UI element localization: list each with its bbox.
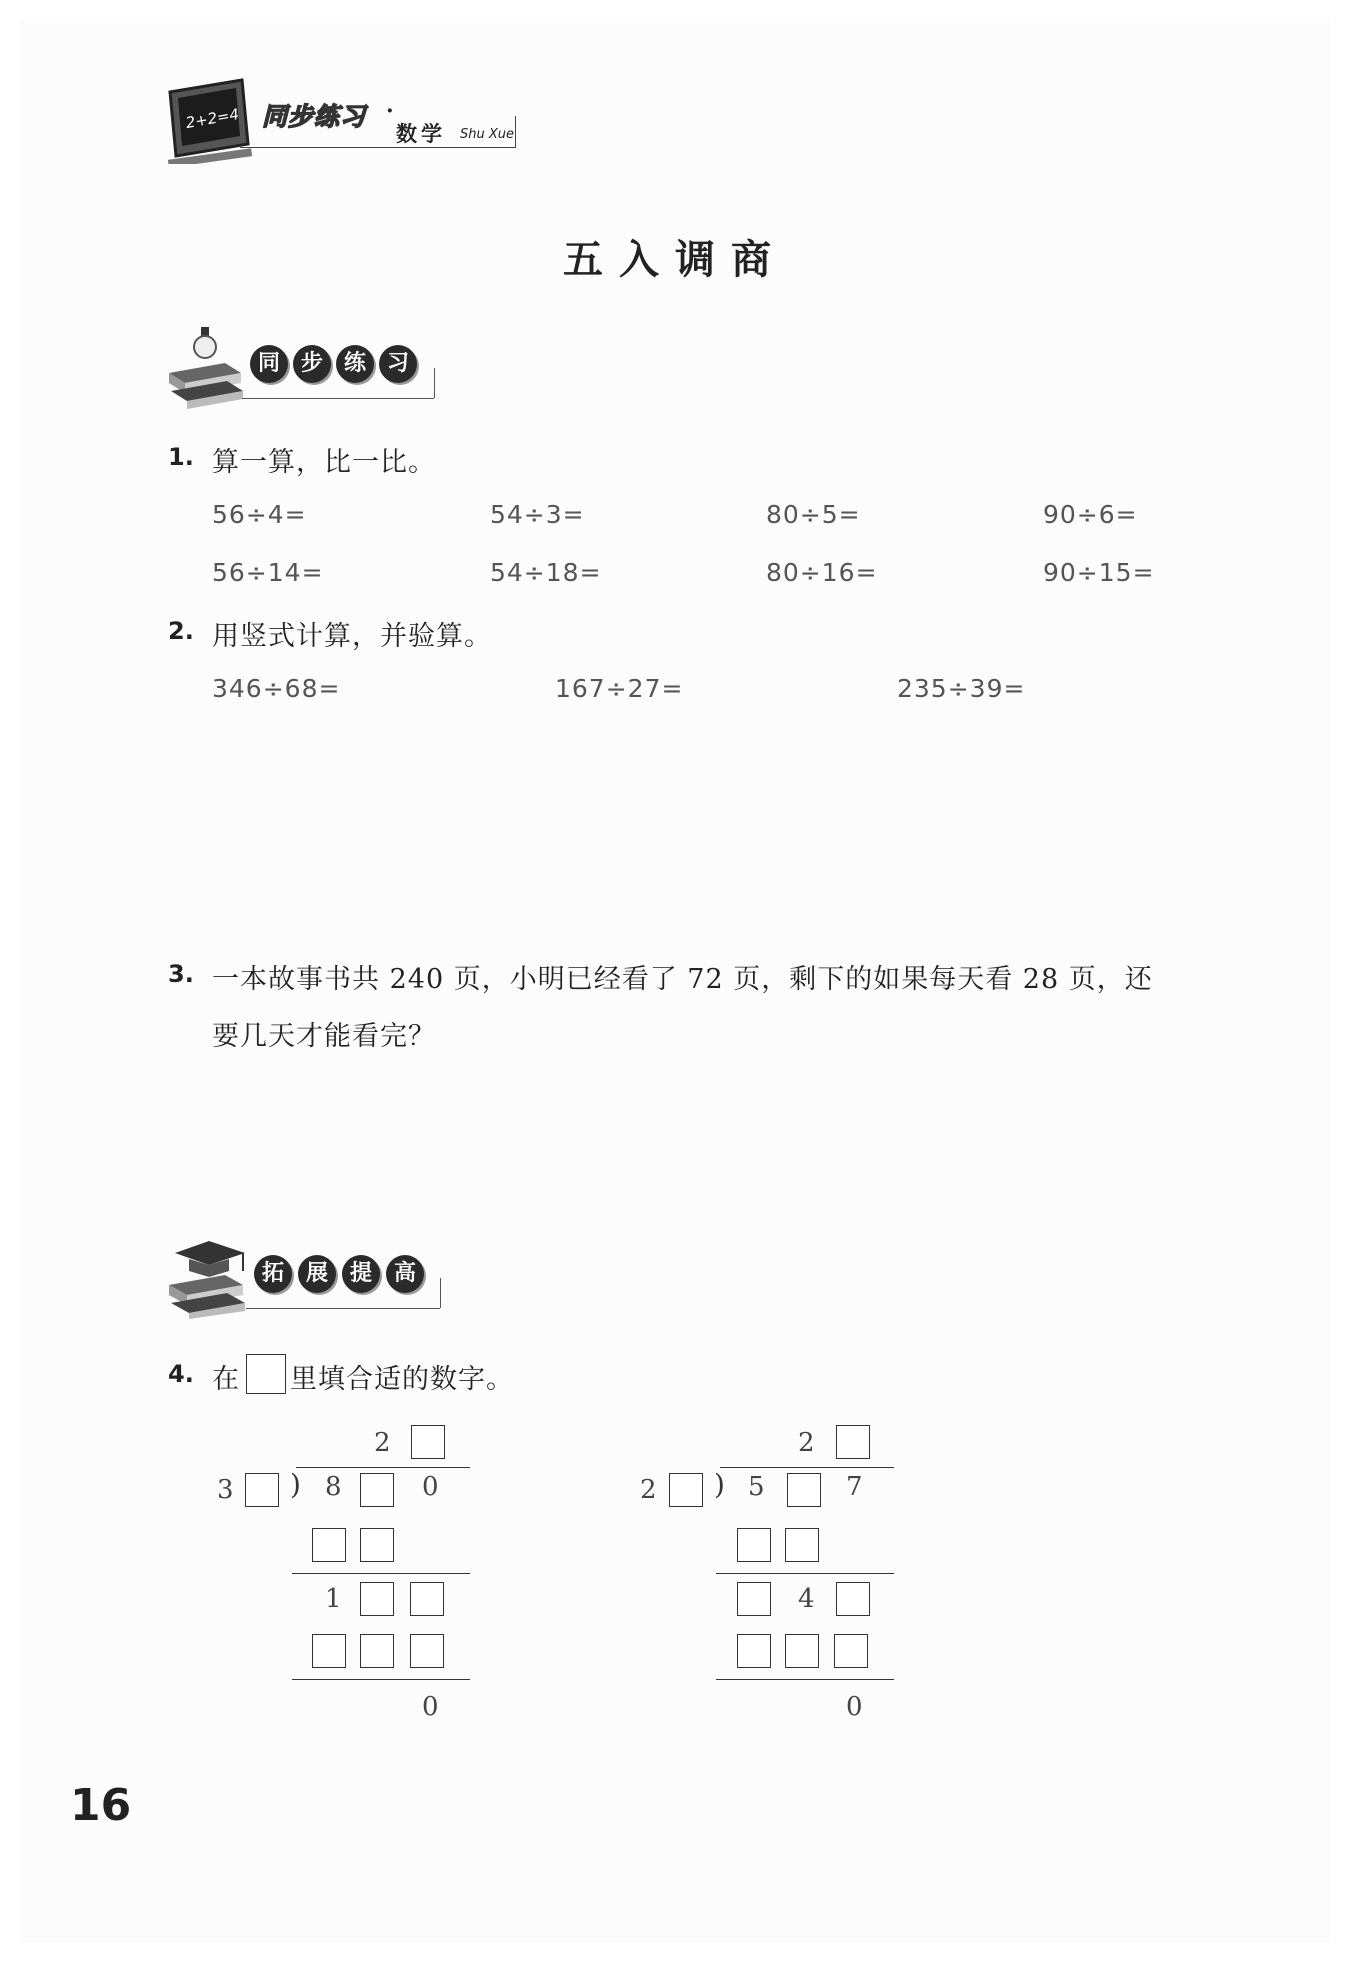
blackboard-icon: [160, 72, 260, 164]
right-division-bracket: ): [714, 1468, 725, 1501]
q1-expr: 90÷15=: [1043, 558, 1155, 587]
header-rule: [240, 147, 515, 148]
page-number: 16: [70, 1780, 132, 1831]
right-dividend-last: 7: [846, 1472, 863, 1502]
right-product-box[interactable]: [785, 1634, 819, 1668]
left-product-box[interactable]: [360, 1634, 394, 1668]
q2-expr: 346÷68=: [212, 674, 341, 703]
books-graduation-cap-icon: [165, 1235, 250, 1320]
right-partial-mid: 4: [798, 1584, 815, 1614]
right-quotient-box[interactable]: [836, 1425, 870, 1459]
left-divisor-box[interactable]: [245, 1473, 279, 1507]
left-partial-first: 1: [325, 1584, 342, 1614]
right-product-box[interactable]: [737, 1634, 771, 1668]
right-dividend-box[interactable]: [787, 1473, 821, 1507]
q4-number: 4.: [168, 1360, 194, 1388]
right-subtraction-line: [716, 1679, 894, 1680]
left-quotient-digit: 2: [374, 1428, 391, 1458]
left-partial-box[interactable]: [360, 1582, 394, 1616]
left-division-bar: [296, 1467, 470, 1468]
left-dividend-first: 8: [325, 1472, 342, 1502]
q2-number: 2.: [168, 617, 194, 645]
q1-expr: 80÷5=: [766, 500, 861, 529]
q3-number: 3.: [168, 960, 194, 988]
q4-text-after: 里填合适的数字。: [290, 1364, 514, 1395]
right-partial-box[interactable]: [836, 1582, 870, 1616]
right-division-bar: [720, 1467, 894, 1468]
extension-badge-4: 高: [386, 1255, 424, 1293]
q4-sample-box: [246, 1354, 286, 1394]
left-divisor-digit: 3: [217, 1475, 234, 1505]
left-division-bracket: ): [290, 1468, 301, 1501]
q1-text: 算一算，比一比。: [212, 447, 436, 478]
q1-expr: 56÷4=: [212, 500, 307, 529]
header-dot: ·: [386, 98, 394, 124]
right-product-box[interactable]: [785, 1528, 819, 1562]
q2-expr: 235÷39=: [897, 674, 1026, 703]
practice-banner-rule: [242, 398, 434, 399]
practice-badge-2: 步: [293, 345, 331, 383]
left-remainder: 0: [422, 1692, 439, 1722]
q1-expr: 56÷14=: [212, 558, 324, 587]
q1-expr: 80÷16=: [766, 558, 878, 587]
q3-line-2: 要几天才能看完？: [212, 1021, 436, 1052]
extension-badge-2: 展: [298, 1255, 336, 1293]
right-quotient-digit: 2: [798, 1428, 815, 1458]
left-product-box[interactable]: [312, 1528, 346, 1562]
board-text: 2+2=4: [184, 105, 241, 133]
lesson-title: 五入调商: [563, 236, 787, 283]
right-divisor-box[interactable]: [669, 1473, 703, 1507]
q1-expr: 54÷18=: [490, 558, 602, 587]
right-dividend-first: 5: [748, 1472, 765, 1502]
q2-expr: 167÷27=: [555, 674, 684, 703]
left-subtraction-line: [292, 1679, 470, 1680]
extension-badge-1: 拓: [254, 1255, 292, 1293]
q1-expr: 54÷3=: [490, 500, 585, 529]
right-remainder: 0: [846, 1692, 863, 1722]
left-product-box[interactable]: [410, 1634, 444, 1668]
q2-text: 用竖式计算，并验算。: [212, 621, 492, 652]
extension-badge-3: 提: [342, 1255, 380, 1293]
extension-banner-rule-end: [440, 1278, 441, 1308]
right-divisor-digit: 2: [640, 1475, 657, 1505]
subject-label: 数学: [396, 122, 446, 146]
extension-banner-rule: [246, 1308, 440, 1309]
header-rule-end: [515, 116, 516, 148]
right-subtraction-line: [716, 1573, 894, 1574]
q3-line-1: 一本故事书共 240 页，小明已经看了 72 页，剩下的如果每天看 28 页，还: [212, 964, 1153, 995]
practice-badge-1: 同: [250, 345, 288, 383]
books-lamp-icon: [165, 325, 245, 410]
practice-badge-4: 习: [379, 345, 417, 383]
q1-number: 1.: [168, 443, 194, 471]
left-subtraction-line: [292, 1573, 470, 1574]
left-product-box[interactable]: [312, 1634, 346, 1668]
right-product-box[interactable]: [834, 1634, 868, 1668]
practice-banner-rule-end: [434, 368, 435, 398]
practice-badge-3: 练: [336, 345, 374, 383]
left-partial-box[interactable]: [410, 1582, 444, 1616]
q1-expr: 90÷6=: [1043, 500, 1138, 529]
right-product-box[interactable]: [737, 1528, 771, 1562]
left-dividend-last: 0: [422, 1472, 439, 1502]
series-title: 同步练习: [262, 102, 367, 131]
left-dividend-box[interactable]: [360, 1473, 394, 1507]
q4-text-before: 在: [212, 1364, 240, 1395]
right-partial-box[interactable]: [737, 1582, 771, 1616]
left-quotient-box[interactable]: [411, 1425, 445, 1459]
left-product-box[interactable]: [360, 1528, 394, 1562]
subject-pinyin: Shu Xue: [460, 127, 515, 142]
